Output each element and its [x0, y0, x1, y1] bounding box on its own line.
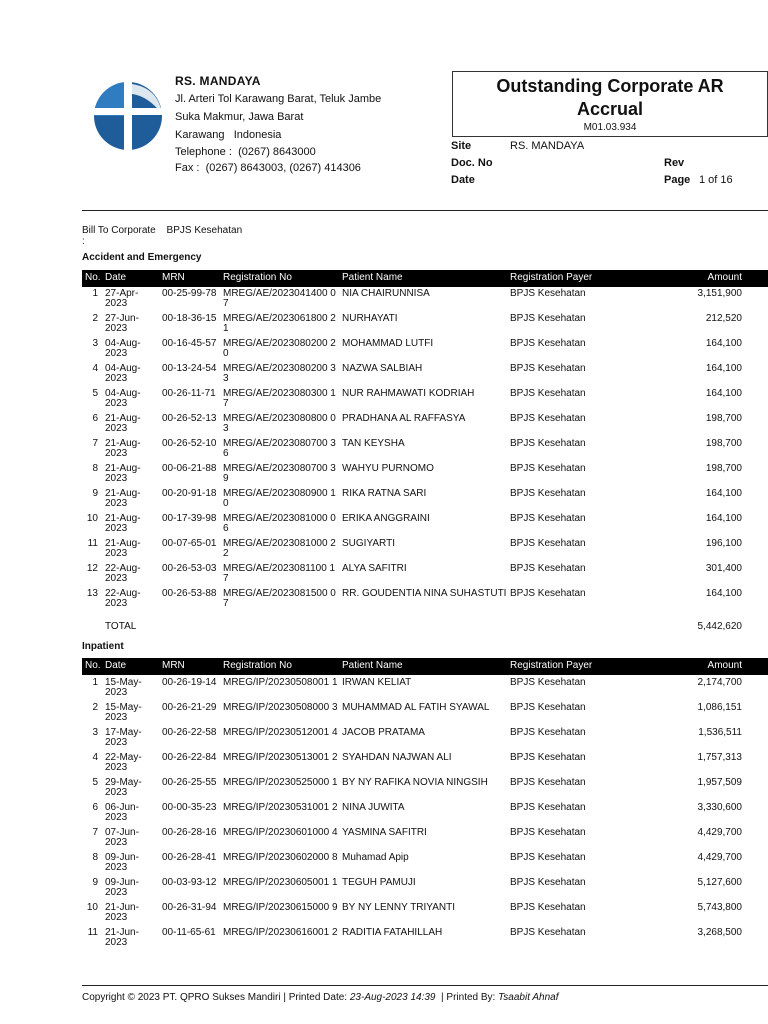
- row-no: 2: [92, 313, 98, 324]
- site-label: Site: [451, 140, 472, 152]
- row-amount: 164,100: [705, 488, 742, 499]
- row-payer: BPJS Kesehatan: [510, 702, 586, 713]
- row-mrn: 00-06-21-88: [162, 463, 217, 474]
- row-registration: MREG/AE/2023061800 21: [223, 313, 336, 334]
- table-row: [82, 314, 768, 339]
- row-patient: RIKA RATNA SARI: [342, 488, 427, 499]
- row-registration: MREG/AE/2023081100 17: [223, 563, 336, 584]
- col-payer: Registration Payer: [510, 660, 593, 671]
- row-patient: YASMINA SAFITRI: [342, 827, 427, 838]
- bill-to: [82, 225, 242, 247]
- row-patient: SUGIYARTI: [342, 538, 395, 549]
- row-patient: Muhamad Apip: [342, 852, 409, 863]
- date-label: Date: [451, 174, 475, 186]
- row-mrn: 00-26-22-58: [162, 727, 217, 738]
- footer-printed-by: Tsaabit Ahnaf: [498, 992, 559, 1003]
- row-registration: MREG/AE/2023080300 17: [223, 388, 336, 409]
- row-registration: MREG/AE/2023081000 06: [223, 513, 336, 534]
- table-header-ip: [82, 658, 768, 675]
- row-payer: BPJS Kesehatan: [510, 563, 586, 574]
- hospital-logo: [88, 74, 168, 154]
- report-code: M01.03.934: [583, 122, 637, 133]
- row-payer: BPJS Kesehatan: [510, 438, 586, 449]
- row-no: 1: [92, 677, 98, 688]
- table-row: [82, 414, 768, 439]
- row-amount: 198,700: [705, 413, 742, 424]
- row-date: 21-Jun-2023: [105, 927, 139, 948]
- row-no: 7: [92, 827, 98, 838]
- row-mrn: 00-17-39-98: [162, 513, 217, 524]
- row-date: 15-May-2023: [105, 677, 142, 698]
- row-patient: NURHAYATI: [342, 313, 398, 324]
- table-row: [82, 389, 768, 414]
- row-no: 8: [92, 852, 98, 863]
- table-row: [82, 339, 768, 364]
- row-patient: NAZWA SALBIAH: [342, 363, 423, 374]
- row-mrn: 00-26-53-88: [162, 588, 217, 599]
- row-mrn: 00-25-99-78: [162, 288, 217, 299]
- row-mrn: 00-26-22-84: [162, 752, 217, 763]
- row-registration: MREG/IP/20230512001 4: [223, 727, 338, 738]
- row-date: 09-Jun-2023: [105, 852, 139, 873]
- row-payer: BPJS Kesehatan: [510, 727, 586, 738]
- row-no: 10: [86, 902, 98, 913]
- row-patient: NUR RAHMAWATI KODRIAH: [342, 388, 475, 399]
- row-registration: MREG/IP/20230616001 2: [223, 927, 338, 938]
- col-patient: Patient Name: [342, 660, 403, 671]
- row-no: 9: [92, 488, 98, 499]
- row-amount: 164,100: [705, 588, 742, 599]
- row-mrn: 00-26-11-71: [162, 388, 216, 399]
- col-registration: Registration No: [223, 272, 292, 283]
- bill-to-colon: :: [82, 236, 85, 247]
- row-amount: 4,429,700: [697, 852, 742, 863]
- row-mrn: 00-03-93-12: [162, 877, 217, 888]
- section-title-ae: Accident and Emergency: [82, 252, 202, 263]
- row-no: 4: [92, 363, 98, 374]
- row-payer: BPJS Kesehatan: [510, 927, 586, 938]
- row-date: 07-Jun-2023: [105, 827, 139, 848]
- row-amount: 1,757,313: [697, 752, 742, 763]
- row-mrn: 00-18-36-15: [162, 313, 217, 324]
- footer-printed-by-label: | Printed By:: [435, 992, 499, 1003]
- row-amount: 3,330,600: [697, 802, 742, 813]
- total-label: TOTAL: [105, 621, 137, 632]
- report-title-line: Accrual: [576, 99, 644, 119]
- row-patient: WAHYU PURNOMO: [342, 463, 434, 474]
- report-title-line: Outstanding Corporate AR: [496, 76, 724, 96]
- row-no: 10: [86, 513, 98, 524]
- row-no: 1: [92, 288, 98, 299]
- footer-divider: [82, 985, 768, 986]
- table-row: [82, 853, 768, 878]
- row-patient: SYAHDAN NAJWAN ALI: [342, 752, 452, 763]
- row-registration: MREG/AE/2023080700 39: [223, 463, 336, 484]
- telephone-value: (0267) 8643000: [238, 146, 316, 158]
- table-row: [82, 778, 768, 803]
- row-no: 6: [92, 413, 98, 424]
- col-mrn: MRN: [162, 272, 185, 283]
- table-row: [82, 364, 768, 389]
- col-amount: Amount: [707, 660, 742, 671]
- row-date: 27-Apr-2023: [105, 288, 139, 309]
- col-amount: Amount: [707, 272, 742, 283]
- row-payer: BPJS Kesehatan: [510, 852, 586, 863]
- row-amount: 5,127,600: [697, 877, 742, 888]
- table-row: [82, 803, 768, 828]
- row-payer: BPJS Kesehatan: [510, 363, 586, 374]
- report-title-box: [452, 71, 768, 137]
- row-registration: MREG/AE/2023081500 07: [223, 588, 336, 609]
- row-patient: MUHAMMAD AL FATIH SYAWAL: [342, 702, 490, 713]
- total-value: 5,442,620: [697, 621, 742, 632]
- footer-printed-date: 23-Aug-2023 14:39: [349, 992, 436, 1003]
- row-payer: BPJS Kesehatan: [510, 588, 586, 599]
- row-registration: MREG/AE/2023080800 03: [223, 413, 336, 434]
- section-title-ip: Inpatient: [82, 641, 124, 652]
- row-registration: MREG/IP/20230508001 1: [223, 677, 338, 688]
- row-registration: MREG/IP/20230601000 4: [223, 827, 338, 838]
- row-patient: RR. GOUDENTIA NINA SUHASTUTI: [342, 588, 507, 599]
- row-no: 9: [92, 877, 98, 888]
- row-no: 8: [92, 463, 98, 474]
- row-date: 04-Aug-2023: [105, 338, 141, 359]
- row-amount: 196,100: [705, 538, 742, 549]
- table-row: [82, 903, 768, 928]
- row-payer: BPJS Kesehatan: [510, 802, 586, 813]
- site-value: RS. MANDAYA: [510, 140, 585, 152]
- row-mrn: 00-26-31-94: [162, 902, 217, 913]
- row-amount: 212,520: [705, 313, 742, 324]
- row-payer: BPJS Kesehatan: [510, 338, 586, 349]
- table-row: [82, 539, 768, 564]
- row-registration: MREG/AE/2023080900 10: [223, 488, 336, 509]
- row-registration: MREG/IP/20230605001 1: [223, 877, 338, 888]
- bill-to-value: BPJS Kesehatan: [166, 225, 243, 236]
- row-patient: ERIKA ANGGRAINI: [342, 513, 430, 524]
- row-date: 29-May-2023: [105, 777, 142, 798]
- telephone-label: Telephone :: [175, 146, 232, 158]
- row-mrn: 00-26-53-03: [162, 563, 217, 574]
- col-payer: Registration Payer: [510, 272, 593, 283]
- address-line: Karawang Indonesia: [175, 129, 282, 141]
- row-mrn: 00-26-52-10: [162, 438, 217, 449]
- row-no: 13: [86, 588, 98, 599]
- row-mrn: 00-00-35-23: [162, 802, 217, 813]
- row-payer: BPJS Kesehatan: [510, 313, 586, 324]
- table-row: [82, 878, 768, 903]
- row-no: 6: [92, 802, 98, 813]
- row-amount: 164,100: [705, 363, 742, 374]
- row-amount: 4,429,700: [697, 827, 742, 838]
- row-mrn: 00-11-65-61: [162, 927, 216, 938]
- row-date: 21-Aug-2023: [105, 488, 141, 509]
- row-mrn: 00-26-52-13: [162, 413, 217, 424]
- row-mrn: 00-16-45-57: [162, 338, 217, 349]
- row-registration: MREG/IP/20230513001 2: [223, 752, 338, 763]
- row-registration: MREG/AE/2023081000 22: [223, 538, 336, 559]
- row-registration: MREG/IP/20230615000 9: [223, 902, 338, 913]
- row-payer: BPJS Kesehatan: [510, 388, 586, 399]
- fax-value: : (0267) 8643003, (0267) 414306: [196, 162, 361, 174]
- col-registration: Registration No: [223, 660, 292, 671]
- row-date: 21-Aug-2023: [105, 538, 141, 559]
- row-mrn: 00-26-25-55: [162, 777, 217, 788]
- table-row: [82, 514, 768, 539]
- row-date: 09-Jun-2023: [105, 877, 139, 898]
- row-no: 3: [92, 338, 98, 349]
- row-registration: MREG/AE/2023080200 33: [223, 363, 336, 384]
- row-amount: 198,700: [705, 463, 742, 474]
- row-patient: RADITIA FATAHILLAH: [342, 927, 443, 938]
- page-value: 1 of 16: [699, 174, 733, 186]
- row-amount: 301,400: [705, 563, 742, 574]
- docno-label: Doc. No: [451, 157, 493, 169]
- row-payer: BPJS Kesehatan: [510, 752, 586, 763]
- row-date: 15-May-2023: [105, 702, 142, 723]
- table-row: [82, 464, 768, 489]
- row-no: 5: [92, 777, 98, 788]
- row-date: 22-Aug-2023: [105, 563, 141, 584]
- header-divider: [82, 210, 768, 211]
- row-mrn: 00-13-24-54: [162, 363, 217, 374]
- row-registration: MREG/AE/2023080200 20: [223, 338, 336, 359]
- row-registration: MREG/IP/20230602000 8: [223, 852, 338, 863]
- row-no: 11: [87, 538, 98, 549]
- row-payer: BPJS Kesehatan: [510, 413, 586, 424]
- row-payer: BPJS Kesehatan: [510, 513, 586, 524]
- row-payer: BPJS Kesehatan: [510, 677, 586, 688]
- table-row: [82, 753, 768, 778]
- table-row: [82, 489, 768, 514]
- row-no: 11: [87, 927, 98, 938]
- col-mrn: MRN: [162, 660, 185, 671]
- row-patient: BY NY RAFIKA NOVIA NINGSIH: [342, 777, 488, 788]
- row-date: 06-Jun-2023: [105, 802, 139, 823]
- row-no: 12: [86, 563, 98, 574]
- row-patient: IRWAN KELIAT: [342, 677, 412, 688]
- row-date: 04-Aug-2023: [105, 363, 141, 384]
- table-row: [82, 928, 768, 953]
- row-mrn: 00-07-65-01: [162, 538, 217, 549]
- page-label: Page: [664, 174, 691, 186]
- row-registration: MREG/IP/20230531001 2: [223, 802, 338, 813]
- row-date: 21-Aug-2023: [105, 513, 141, 534]
- row-payer: BPJS Kesehatan: [510, 488, 586, 499]
- row-payer: BPJS Kesehatan: [510, 827, 586, 838]
- col-date: Date: [105, 272, 127, 283]
- row-mrn: 00-26-28-16: [162, 827, 217, 838]
- table-row: [82, 589, 768, 614]
- row-date: 27-Jun-2023: [105, 313, 139, 334]
- table-row: [82, 728, 768, 753]
- footer-copyright: Copyright © 2023 PT. QPRO Sukses Mandiri | Printed Date:: [82, 992, 350, 1003]
- row-date: 21-Jun-2023: [105, 902, 139, 923]
- row-amount: 5,743,800: [697, 902, 742, 913]
- row-patient: TAN KEYSHA: [342, 438, 405, 449]
- table-row: [82, 828, 768, 853]
- col-no: No.: [85, 272, 101, 283]
- footer: [82, 992, 559, 1003]
- col-no: No.: [85, 660, 101, 671]
- table-row: [82, 678, 768, 703]
- rev-label: Rev: [664, 157, 685, 169]
- row-patient: TEGUH PAMUJI: [342, 877, 416, 888]
- row-payer: BPJS Kesehatan: [510, 538, 586, 549]
- address-line: Suka Makmur, Jawa Barat: [175, 111, 304, 123]
- row-patient: PRADHANA AL RAFFASYA: [342, 413, 466, 424]
- address-line: Jl. Arteri Tol Karawang Barat, Teluk Jambe: [175, 93, 382, 105]
- row-patient: NINA JUWITA: [342, 802, 405, 813]
- report-title: [453, 75, 767, 121]
- row-no: 5: [92, 388, 98, 399]
- row-amount: 164,100: [705, 388, 742, 399]
- row-payer: BPJS Kesehatan: [510, 288, 586, 299]
- row-no: 7: [92, 438, 98, 449]
- bill-to-label: Bill To Corporate: [82, 225, 156, 236]
- row-no: 4: [92, 752, 98, 763]
- row-date: 17-May-2023: [105, 727, 142, 748]
- row-amount: 1,536,511: [698, 727, 742, 738]
- table-header-ae: [82, 270, 768, 287]
- row-patient: NIA CHAIRUNNISA: [342, 288, 430, 299]
- row-payer: BPJS Kesehatan: [510, 877, 586, 888]
- row-registration: MREG/AE/2023041400 07: [223, 288, 336, 309]
- hospital-address: [175, 90, 381, 144]
- row-patient: MOHAMMAD LUTFI: [342, 338, 434, 349]
- row-registration: MREG/AE/2023080700 36: [223, 438, 336, 459]
- row-no: 3: [92, 727, 98, 738]
- table-row: [82, 703, 768, 728]
- hospital-fax: [175, 159, 361, 177]
- row-date: 04-Aug-2023: [105, 388, 141, 409]
- row-mrn: 00-26-19-14: [162, 677, 217, 688]
- table-row: [82, 439, 768, 464]
- row-amount: 3,268,500: [697, 927, 742, 938]
- row-amount: 1,957,509: [697, 777, 742, 788]
- row-no: 2: [92, 702, 98, 713]
- row-patient: JACOB PRATAMA: [342, 727, 425, 738]
- row-payer: BPJS Kesehatan: [510, 777, 586, 788]
- row-amount: 2,174,700: [697, 677, 742, 688]
- row-amount: 3,151,900: [697, 288, 742, 299]
- row-registration: MREG/IP/20230525000 1: [223, 777, 338, 788]
- row-date: 21-Aug-2023: [105, 463, 141, 484]
- row-patient: BY NY LENNY TRIYANTI: [342, 902, 456, 913]
- col-patient: Patient Name: [342, 272, 403, 283]
- hospital-name: RS. MANDAYA: [175, 74, 261, 88]
- row-date: 22-May-2023: [105, 752, 142, 773]
- fax-label: Fax: [175, 162, 194, 174]
- row-payer: BPJS Kesehatan: [510, 902, 586, 913]
- row-mrn: 00-26-21-29: [162, 702, 217, 713]
- row-registration: MREG/IP/20230508000 3: [223, 702, 338, 713]
- row-amount: 164,100: [705, 338, 742, 349]
- row-mrn: 00-26-28-41: [162, 852, 217, 863]
- row-date: 21-Aug-2023: [105, 438, 141, 459]
- row-patient: ALYA SAFITRI: [342, 563, 407, 574]
- row-mrn: 00-20-91-18: [162, 488, 217, 499]
- table-row: [82, 289, 768, 314]
- table-row: [82, 564, 768, 589]
- row-date: 21-Aug-2023: [105, 413, 141, 434]
- row-payer: BPJS Kesehatan: [510, 463, 586, 474]
- col-date: Date: [105, 660, 127, 671]
- row-amount: 198,700: [705, 438, 742, 449]
- row-amount: 164,100: [705, 513, 742, 524]
- row-amount: 1,086,151: [697, 702, 742, 713]
- row-date: 22-Aug-2023: [105, 588, 141, 609]
